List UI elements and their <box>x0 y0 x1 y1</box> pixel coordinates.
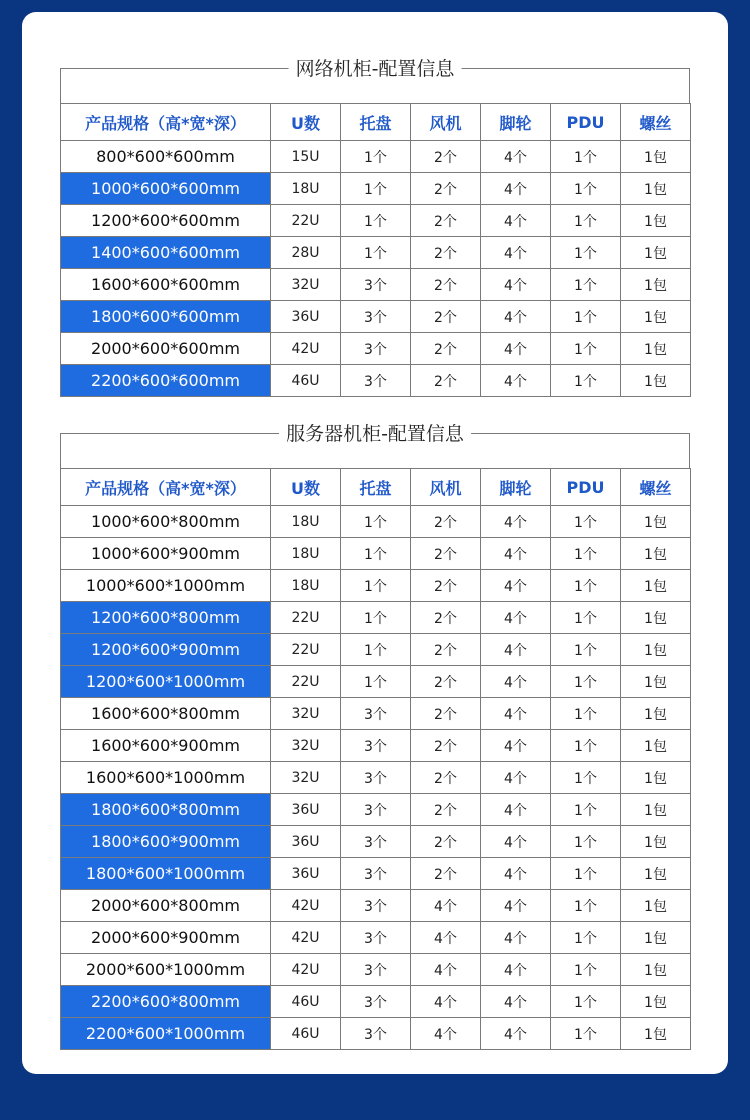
table-row <box>61 826 691 858</box>
pdu-header: PDU <box>551 104 621 141</box>
spec-cell: 1000*600*600mm <box>61 173 271 205</box>
pdu-cell: 1个 <box>551 237 621 269</box>
fan-cell: 2个 <box>411 506 481 538</box>
pdu-cell: 1个 <box>551 570 621 602</box>
tray-cell: 3个 <box>341 1018 411 1050</box>
pdu-cell: 1个 <box>551 698 621 730</box>
spec-cell: 1600*600*900mm <box>61 730 271 762</box>
tray-cell: 3个 <box>341 365 411 397</box>
screw-cell: 1包 <box>621 570 691 602</box>
screw-cell: 1包 <box>621 173 691 205</box>
pdu-cell: 1个 <box>551 730 621 762</box>
network-config-table <box>60 103 691 397</box>
u-count-cell: 46U <box>271 986 341 1018</box>
screw-cell: 1包 <box>621 730 691 762</box>
caster-cell: 4个 <box>481 538 551 570</box>
table-row <box>61 269 691 301</box>
fan-cell: 2个 <box>411 666 481 698</box>
screw-cell: 1包 <box>621 762 691 794</box>
tray-cell: 1个 <box>341 205 411 237</box>
caster-cell: 4个 <box>481 1018 551 1050</box>
caster-cell: 4个 <box>481 173 551 205</box>
screw-cell: 1包 <box>621 634 691 666</box>
pdu-cell: 1个 <box>551 602 621 634</box>
pdu-cell: 1个 <box>551 666 621 698</box>
caster-cell: 4个 <box>481 237 551 269</box>
screw-cell: 1包 <box>621 794 691 826</box>
fan-cell: 4个 <box>411 986 481 1018</box>
fan-cell: 2个 <box>411 173 481 205</box>
tray-cell: 1个 <box>341 666 411 698</box>
u-count-cell: 28U <box>271 237 341 269</box>
tray-cell: 3个 <box>341 890 411 922</box>
screw-cell: 1包 <box>621 602 691 634</box>
fan-cell: 2个 <box>411 333 481 365</box>
spec-cell: 800*600*600mm <box>61 141 271 173</box>
spec-cell: 2200*600*800mm <box>61 986 271 1018</box>
fan-cell: 2个 <box>411 269 481 301</box>
caster-cell: 4个 <box>481 954 551 986</box>
u-count-cell: 15U <box>271 141 341 173</box>
table-row <box>61 794 691 826</box>
tray-cell: 3个 <box>341 858 411 890</box>
section-title-box <box>60 423 690 468</box>
caster-cell: 4个 <box>481 890 551 922</box>
spec-cell: 2000*600*800mm <box>61 890 271 922</box>
spec-cell: 2200*600*1000mm <box>61 1018 271 1050</box>
screw-cell: 1包 <box>621 698 691 730</box>
u-count-cell: 22U <box>271 666 341 698</box>
pdu-cell: 1个 <box>551 858 621 890</box>
spec-cell: 1400*600*600mm <box>61 237 271 269</box>
table-row <box>61 506 691 538</box>
pdu-cell: 1个 <box>551 986 621 1018</box>
table-row <box>61 538 691 570</box>
caster-cell: 4个 <box>481 730 551 762</box>
screw-cell: 1包 <box>621 365 691 397</box>
u-count-cell: 22U <box>271 634 341 666</box>
tray-cell: 1个 <box>341 602 411 634</box>
screw-cell: 1包 <box>621 986 691 1018</box>
spec-cell: 2200*600*600mm <box>61 365 271 397</box>
caster-cell: 4个 <box>481 301 551 333</box>
table-row <box>61 730 691 762</box>
u-count-cell: 36U <box>271 794 341 826</box>
caster-cell: 4个 <box>481 205 551 237</box>
server-config-table <box>60 468 691 1050</box>
caster-cell: 4个 <box>481 858 551 890</box>
spec-cell: 1000*600*800mm <box>61 506 271 538</box>
table-row <box>61 890 691 922</box>
pdu-cell: 1个 <box>551 173 621 205</box>
tray-cell: 1个 <box>341 506 411 538</box>
server-section-title: 服务器机柜-配置信息 <box>279 420 471 448</box>
tray-cell: 3个 <box>341 826 411 858</box>
caster-cell: 4个 <box>481 666 551 698</box>
caster-cell: 4个 <box>481 826 551 858</box>
screw-cell: 1包 <box>621 890 691 922</box>
fan-cell: 2个 <box>411 538 481 570</box>
table-row <box>61 954 691 986</box>
pdu-cell: 1个 <box>551 922 621 954</box>
caster-cell: 4个 <box>481 269 551 301</box>
screw-cell: 1包 <box>621 205 691 237</box>
table-row <box>61 986 691 1018</box>
tray-cell: 3个 <box>341 269 411 301</box>
pdu-cell: 1个 <box>551 794 621 826</box>
spec-cell: 1200*600*900mm <box>61 634 271 666</box>
u-count-cell: 32U <box>271 698 341 730</box>
pdu-cell: 1个 <box>551 762 621 794</box>
fan-cell: 2个 <box>411 858 481 890</box>
screw-header: 螺丝 <box>621 104 691 141</box>
tray-cell: 3个 <box>341 698 411 730</box>
tray-header: 托盘 <box>341 469 411 506</box>
table-row <box>61 602 691 634</box>
u-count-header: U数 <box>271 469 341 506</box>
screw-cell: 1包 <box>621 269 691 301</box>
caster-cell: 4个 <box>481 794 551 826</box>
u-count-cell: 42U <box>271 890 341 922</box>
pdu-cell: 1个 <box>551 141 621 173</box>
table-row <box>61 698 691 730</box>
tray-cell: 1个 <box>341 141 411 173</box>
pdu-cell: 1个 <box>551 826 621 858</box>
fan-cell: 2个 <box>411 365 481 397</box>
table-row <box>61 666 691 698</box>
caster-cell: 4个 <box>481 698 551 730</box>
fan-cell: 2个 <box>411 602 481 634</box>
spec-cell: 1600*600*1000mm <box>61 762 271 794</box>
spec-cell: 1000*600*1000mm <box>61 570 271 602</box>
u-count-cell: 18U <box>271 570 341 602</box>
pdu-cell: 1个 <box>551 269 621 301</box>
u-count-cell: 22U <box>271 602 341 634</box>
spec-header: 产品规格（高*宽*深） <box>61 104 271 141</box>
screw-cell: 1包 <box>621 506 691 538</box>
u-count-header: U数 <box>271 104 341 141</box>
screw-cell: 1包 <box>621 333 691 365</box>
fan-cell: 2个 <box>411 237 481 269</box>
screw-cell: 1包 <box>621 922 691 954</box>
u-count-cell: 32U <box>271 269 341 301</box>
caster-cell: 4个 <box>481 986 551 1018</box>
pdu-cell: 1个 <box>551 1018 621 1050</box>
spec-cell: 2000*600*600mm <box>61 333 271 365</box>
screw-header: 螺丝 <box>621 469 691 506</box>
fan-cell: 4个 <box>411 922 481 954</box>
fan-cell: 4个 <box>411 890 481 922</box>
pdu-cell: 1个 <box>551 301 621 333</box>
spec-cell: 1000*600*900mm <box>61 538 271 570</box>
tray-cell: 3个 <box>341 730 411 762</box>
fan-cell: 2个 <box>411 762 481 794</box>
network-section-title: 网络机柜-配置信息 <box>289 55 462 83</box>
caster-cell: 4个 <box>481 141 551 173</box>
screw-cell: 1包 <box>621 538 691 570</box>
spec-cell: 1200*600*800mm <box>61 602 271 634</box>
u-count-cell: 42U <box>271 333 341 365</box>
caster-cell: 4个 <box>481 333 551 365</box>
tray-cell: 1个 <box>341 570 411 602</box>
pdu-cell: 1个 <box>551 333 621 365</box>
fan-header: 风机 <box>411 104 481 141</box>
table-row <box>61 365 691 397</box>
fan-cell: 2个 <box>411 826 481 858</box>
u-count-cell: 36U <box>271 301 341 333</box>
table-row <box>61 173 691 205</box>
caster-cell: 4个 <box>481 634 551 666</box>
table-row <box>61 858 691 890</box>
u-count-cell: 18U <box>271 538 341 570</box>
fan-cell: 2个 <box>411 698 481 730</box>
table-row <box>61 922 691 954</box>
fan-cell: 2个 <box>411 634 481 666</box>
pdu-cell: 1个 <box>551 538 621 570</box>
u-count-cell: 36U <box>271 826 341 858</box>
pdu-cell: 1个 <box>551 890 621 922</box>
table-row <box>61 205 691 237</box>
u-count-cell: 18U <box>271 506 341 538</box>
screw-cell: 1包 <box>621 301 691 333</box>
u-count-cell: 22U <box>271 205 341 237</box>
spec-cell: 1800*600*800mm <box>61 794 271 826</box>
pdu-cell: 1个 <box>551 205 621 237</box>
screw-cell: 1包 <box>621 826 691 858</box>
u-count-cell: 36U <box>271 858 341 890</box>
caster-cell: 4个 <box>481 922 551 954</box>
screw-cell: 1包 <box>621 1018 691 1050</box>
pdu-cell: 1个 <box>551 506 621 538</box>
spec-cell: 2000*600*1000mm <box>61 954 271 986</box>
table-row <box>61 333 691 365</box>
tray-cell: 3个 <box>341 986 411 1018</box>
table-header-row <box>61 469 691 506</box>
fan-header: 风机 <box>411 469 481 506</box>
tray-cell: 3个 <box>341 762 411 794</box>
tray-cell: 3个 <box>341 922 411 954</box>
u-count-cell: 42U <box>271 954 341 986</box>
pdu-cell: 1个 <box>551 365 621 397</box>
spec-cell: 1800*600*600mm <box>61 301 271 333</box>
network-table-body <box>61 141 691 397</box>
u-count-cell: 46U <box>271 365 341 397</box>
table-row <box>61 237 691 269</box>
caster-cell: 4个 <box>481 762 551 794</box>
screw-cell: 1包 <box>621 858 691 890</box>
spec-cell: 1200*600*600mm <box>61 205 271 237</box>
table-row <box>61 141 691 173</box>
tray-cell: 3个 <box>341 954 411 986</box>
tray-cell: 3个 <box>341 301 411 333</box>
tray-cell: 3个 <box>341 333 411 365</box>
table-row <box>61 301 691 333</box>
spec-cell: 1600*600*800mm <box>61 698 271 730</box>
u-count-cell: 18U <box>271 173 341 205</box>
caster-cell: 4个 <box>481 506 551 538</box>
table-row <box>61 570 691 602</box>
spec-cell: 1200*600*1000mm <box>61 666 271 698</box>
caster-cell: 4个 <box>481 570 551 602</box>
caster-header: 脚轮 <box>481 469 551 506</box>
screw-cell: 1包 <box>621 666 691 698</box>
tray-cell: 1个 <box>341 173 411 205</box>
pdu-cell: 1个 <box>551 954 621 986</box>
spec-cell: 1600*600*600mm <box>61 269 271 301</box>
tray-cell: 1个 <box>341 237 411 269</box>
screw-cell: 1包 <box>621 237 691 269</box>
server-cabinet-section <box>60 423 690 1050</box>
fan-cell: 2个 <box>411 205 481 237</box>
fan-cell: 2个 <box>411 794 481 826</box>
table-row <box>61 762 691 794</box>
screw-cell: 1包 <box>621 954 691 986</box>
screw-cell: 1包 <box>621 141 691 173</box>
u-count-cell: 46U <box>271 1018 341 1050</box>
section-title-box <box>60 58 690 103</box>
tray-header: 托盘 <box>341 104 411 141</box>
fan-cell: 2个 <box>411 730 481 762</box>
u-count-cell: 32U <box>271 762 341 794</box>
u-count-cell: 42U <box>271 922 341 954</box>
table-row <box>61 634 691 666</box>
caster-header: 脚轮 <box>481 104 551 141</box>
server-table-body <box>61 506 691 1050</box>
network-cabinet-section <box>60 58 690 397</box>
pdu-header: PDU <box>551 469 621 506</box>
tray-cell: 1个 <box>341 634 411 666</box>
caster-cell: 4个 <box>481 602 551 634</box>
spec-cell: 2000*600*900mm <box>61 922 271 954</box>
fan-cell: 4个 <box>411 954 481 986</box>
fan-cell: 2个 <box>411 570 481 602</box>
fan-cell: 2个 <box>411 301 481 333</box>
spec-cell: 1800*600*900mm <box>61 826 271 858</box>
pdu-cell: 1个 <box>551 634 621 666</box>
table-row <box>61 1018 691 1050</box>
spec-header: 产品规格（高*宽*深） <box>61 469 271 506</box>
tray-cell: 3个 <box>341 794 411 826</box>
spec-cell: 1800*600*1000mm <box>61 858 271 890</box>
caster-cell: 4个 <box>481 365 551 397</box>
fan-cell: 4个 <box>411 1018 481 1050</box>
u-count-cell: 32U <box>271 730 341 762</box>
fan-cell: 2个 <box>411 141 481 173</box>
tray-cell: 1个 <box>341 538 411 570</box>
table-header-row <box>61 104 691 141</box>
